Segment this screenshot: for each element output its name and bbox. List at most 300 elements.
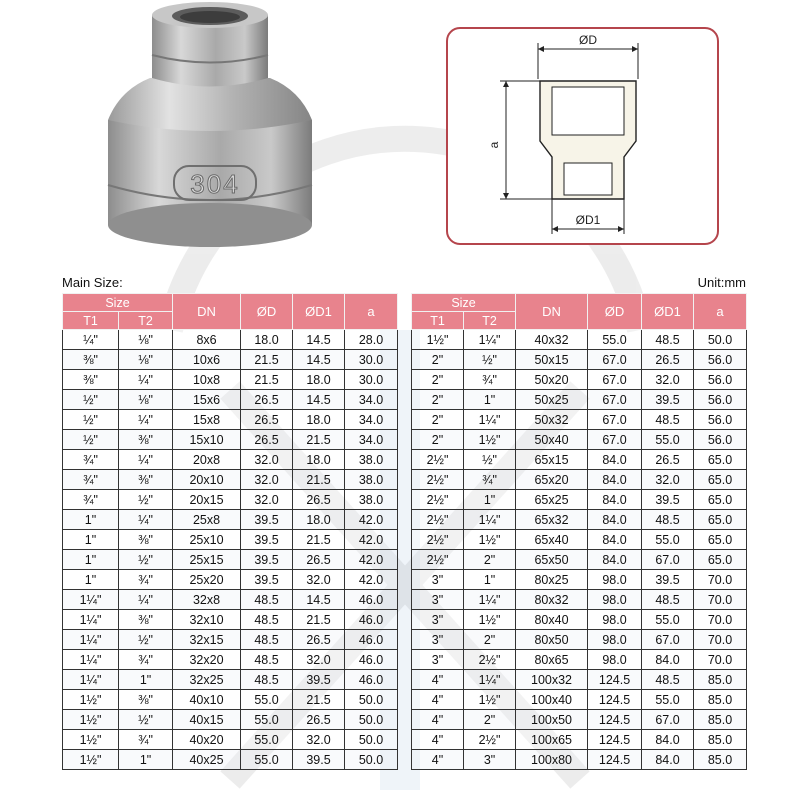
cell-d1: 14.5: [293, 590, 345, 610]
cell-t2: ¾": [464, 470, 516, 490]
cell-t1: 2½": [412, 450, 464, 470]
cell-t2: 3": [464, 750, 516, 770]
cell-t1: ⅜": [63, 350, 119, 370]
table-row: [63, 510, 398, 530]
cell-dn: 100x65: [516, 730, 588, 750]
cell-a: 38.0: [345, 450, 398, 470]
cell-t2: 1½": [464, 610, 516, 630]
cell-d: 67.0: [588, 370, 642, 390]
cell-t2: 2": [464, 550, 516, 570]
cell-a: 70.0: [694, 590, 747, 610]
cell-d1: 26.5: [293, 630, 345, 650]
cell-dn: 32x15: [173, 630, 241, 650]
cell-t1: 1¼": [63, 590, 119, 610]
table-row: [412, 690, 747, 710]
cell-dn: 100x80: [516, 750, 588, 770]
table-row: [63, 670, 398, 690]
table-row: [412, 590, 747, 610]
cell-t2: 1¼": [464, 670, 516, 690]
table-row: [63, 410, 398, 430]
cell-d: 98.0: [588, 610, 642, 630]
cell-t2: 1¼": [464, 510, 516, 530]
cell-d1: 48.5: [642, 590, 694, 610]
table-row: [412, 630, 747, 650]
cell-d1: 39.5: [642, 490, 694, 510]
cell-a: 56.0: [694, 430, 747, 450]
table-row: [63, 490, 398, 510]
cell-d: 55.0: [241, 730, 293, 750]
cell-d: 39.5: [241, 510, 293, 530]
cell-d: 48.5: [241, 650, 293, 670]
cell-d1: 39.5: [293, 750, 345, 770]
cell-a: 65.0: [694, 550, 747, 570]
cell-dn: 65x32: [516, 510, 588, 530]
table-row: [412, 670, 747, 690]
table-row: [412, 490, 747, 510]
cell-a: 42.0: [345, 510, 398, 530]
cell-d1: 14.5: [293, 350, 345, 370]
cell-d1: 26.5: [293, 710, 345, 730]
cell-d1: 39.5: [642, 390, 694, 410]
cell-t2: ¾": [119, 730, 173, 750]
cell-d: 98.0: [588, 650, 642, 670]
header-a: a: [345, 294, 398, 330]
cell-t2: 1½": [464, 430, 516, 450]
table-row: [63, 390, 398, 410]
cell-a: 56.0: [694, 370, 747, 390]
table-row: [63, 430, 398, 450]
table-row: [63, 350, 398, 370]
cell-dn: 65x20: [516, 470, 588, 490]
header-size: Size: [412, 294, 516, 312]
dim-d-label: ØD: [579, 33, 597, 47]
cell-t2: 2½": [464, 730, 516, 750]
cell-dn: 100x32: [516, 670, 588, 690]
cell-t1: 3": [412, 630, 464, 650]
table-row: [63, 450, 398, 470]
cell-dn: 40x10: [173, 690, 241, 710]
table-row: [63, 630, 398, 650]
cell-d1: 48.5: [642, 410, 694, 430]
cell-t1: 1½": [412, 330, 464, 350]
cell-d1: 26.5: [293, 550, 345, 570]
cell-t1: 1": [63, 550, 119, 570]
cell-d: 124.5: [588, 750, 642, 770]
cell-dn: 40x25: [173, 750, 241, 770]
cell-dn: 40x32: [516, 330, 588, 350]
table-row: [63, 370, 398, 390]
cell-t1: 1½": [63, 730, 119, 750]
cell-d1: 55.0: [642, 610, 694, 630]
cell-d: 124.5: [588, 670, 642, 690]
cell-a: 38.0: [345, 470, 398, 490]
cell-t1: 4": [412, 750, 464, 770]
cell-dn: 20x8: [173, 450, 241, 470]
cell-d1: 48.5: [642, 670, 694, 690]
cell-d: 48.5: [241, 670, 293, 690]
cell-d: 67.0: [588, 390, 642, 410]
cell-a: 65.0: [694, 510, 747, 530]
table-row: [63, 730, 398, 750]
cell-a: 46.0: [345, 650, 398, 670]
cell-t2: ⅛": [119, 350, 173, 370]
cell-d1: 26.5: [642, 350, 694, 370]
cell-d1: 67.0: [642, 630, 694, 650]
cell-a: 85.0: [694, 730, 747, 750]
cell-dn: 15x8: [173, 410, 241, 430]
header-d1: ØD1: [293, 294, 345, 330]
cell-t1: ⅜": [63, 370, 119, 390]
cell-d: 98.0: [588, 590, 642, 610]
cell-t2: ¼": [119, 590, 173, 610]
cell-t1: 1½": [63, 750, 119, 770]
cell-a: 65.0: [694, 470, 747, 490]
cell-t1: 1¼": [63, 610, 119, 630]
cell-t1: ½": [63, 410, 119, 430]
cell-d: 48.5: [241, 590, 293, 610]
cell-t1: 4": [412, 730, 464, 750]
cell-t1: 1¼": [63, 630, 119, 650]
cell-d1: 32.0: [642, 370, 694, 390]
cell-dn: 25x10: [173, 530, 241, 550]
cell-dn: 25x15: [173, 550, 241, 570]
header-size: Size: [63, 294, 173, 312]
cell-t1: 3": [412, 590, 464, 610]
cell-d: 55.0: [588, 330, 642, 350]
cell-t2: ⅛": [119, 330, 173, 350]
cell-dn: 80x50: [516, 630, 588, 650]
cell-dn: 32x20: [173, 650, 241, 670]
cell-d: 67.0: [588, 430, 642, 450]
cell-a: 42.0: [345, 530, 398, 550]
cell-t2: 1": [464, 390, 516, 410]
cell-dn: 100x50: [516, 710, 588, 730]
cell-dn: 65x25: [516, 490, 588, 510]
cell-t1: 2½": [412, 470, 464, 490]
cell-t1: 3": [412, 650, 464, 670]
cell-dn: 25x8: [173, 510, 241, 530]
cell-d: 124.5: [588, 690, 642, 710]
table-row: [412, 450, 747, 470]
cell-dn: 80x32: [516, 590, 588, 610]
cell-d: 18.0: [241, 330, 293, 350]
cell-a: 56.0: [694, 350, 747, 370]
cell-dn: 15x10: [173, 430, 241, 450]
cell-d1: 32.0: [293, 730, 345, 750]
cell-t2: ⅜": [119, 610, 173, 630]
cell-d1: 21.5: [293, 610, 345, 630]
cell-d: 39.5: [241, 530, 293, 550]
cell-t2: 1": [464, 490, 516, 510]
cell-a: 34.0: [345, 430, 398, 450]
cell-a: 34.0: [345, 390, 398, 410]
material-stamp: 304: [190, 169, 240, 199]
cell-dn: 50x25: [516, 390, 588, 410]
cell-t1: 4": [412, 690, 464, 710]
header-a: a: [694, 294, 747, 330]
cell-d1: 32.0: [293, 650, 345, 670]
cell-d: 67.0: [588, 350, 642, 370]
cell-d: 55.0: [241, 750, 293, 770]
cell-a: 70.0: [694, 650, 747, 670]
cell-d: 48.5: [241, 610, 293, 630]
header-d1: ØD1: [642, 294, 694, 330]
cell-a: 30.0: [345, 350, 398, 370]
table-row: [63, 590, 398, 610]
cell-a: 30.0: [345, 370, 398, 390]
cell-dn: 50x15: [516, 350, 588, 370]
unit-label: Unit:mm: [697, 275, 746, 290]
cell-a: 46.0: [345, 630, 398, 650]
cell-d: 48.5: [241, 630, 293, 650]
table-row: [63, 530, 398, 550]
cell-d1: 39.5: [293, 670, 345, 690]
cell-t2: 2½": [464, 650, 516, 670]
cell-t2: ¼": [119, 450, 173, 470]
cell-a: 46.0: [345, 610, 398, 630]
cell-d: 55.0: [241, 710, 293, 730]
table-row: [412, 550, 747, 570]
cell-dn: 65x15: [516, 450, 588, 470]
cell-d1: 55.0: [642, 530, 694, 550]
cell-d1: 48.5: [642, 330, 694, 350]
cell-t1: 1½": [63, 690, 119, 710]
cell-t1: ½": [63, 430, 119, 450]
cell-a: 50.0: [345, 750, 398, 770]
cell-t1: 2": [412, 410, 464, 430]
cell-d1: 14.5: [293, 390, 345, 410]
header-t2: T2: [119, 312, 173, 330]
cell-a: 50.0: [694, 330, 747, 350]
dimension-drawing: [446, 27, 719, 245]
cell-t1: 3": [412, 610, 464, 630]
cell-d: 84.0: [588, 450, 642, 470]
cell-dn: 10x6: [173, 350, 241, 370]
cell-d1: 67.0: [642, 550, 694, 570]
cell-t2: 2": [464, 710, 516, 730]
cell-dn: 80x25: [516, 570, 588, 590]
cell-t2: ⅜": [119, 530, 173, 550]
cell-t1: 1½": [63, 710, 119, 730]
cell-t1: ¾": [63, 450, 119, 470]
cell-t1: 2": [412, 350, 464, 370]
cell-t1: 4": [412, 710, 464, 730]
size-table-right: [411, 293, 747, 770]
cell-dn: 10x8: [173, 370, 241, 390]
cell-t1: ¾": [63, 490, 119, 510]
cell-t2: ¾": [119, 650, 173, 670]
table-row: [63, 470, 398, 490]
cell-a: 28.0: [345, 330, 398, 350]
table-row: [63, 650, 398, 670]
cell-dn: 32x8: [173, 590, 241, 610]
table-row: [412, 370, 747, 390]
cell-t2: ⅛": [119, 390, 173, 410]
cell-d: 39.5: [241, 550, 293, 570]
cell-d: 26.5: [241, 390, 293, 410]
cell-t2: 2": [464, 630, 516, 650]
cell-a: 85.0: [694, 710, 747, 730]
cell-t1: 1": [63, 510, 119, 530]
cell-t2: ½": [119, 630, 173, 650]
cell-dn: 32x25: [173, 670, 241, 690]
cell-t1: 2": [412, 390, 464, 410]
cell-d1: 14.5: [293, 330, 345, 350]
cell-a: 56.0: [694, 390, 747, 410]
cell-t2: ½": [119, 550, 173, 570]
cell-d1: 26.5: [293, 490, 345, 510]
cell-a: 65.0: [694, 530, 747, 550]
table-row: [412, 570, 747, 590]
header-dn: DN: [173, 294, 241, 330]
cell-t1: 2½": [412, 510, 464, 530]
cell-t1: 1": [63, 570, 119, 590]
header-d: ØD: [241, 294, 293, 330]
cell-t1: 2½": [412, 530, 464, 550]
table-row: [412, 330, 747, 350]
header-dn: DN: [516, 294, 588, 330]
cell-d: 124.5: [588, 730, 642, 750]
cell-t1: ¼": [63, 330, 119, 350]
cell-t1: 1¼": [63, 650, 119, 670]
cell-d1: 84.0: [642, 750, 694, 770]
cell-dn: 20x15: [173, 490, 241, 510]
cell-t2: 1¼": [464, 410, 516, 430]
cell-t2: ⅜": [119, 690, 173, 710]
cell-t2: ¼": [119, 370, 173, 390]
table-row: [412, 730, 747, 750]
table-row: [412, 470, 747, 490]
header-t1: T1: [63, 312, 119, 330]
cell-dn: 8x6: [173, 330, 241, 350]
cell-d: 84.0: [588, 510, 642, 530]
cell-dn: 100x40: [516, 690, 588, 710]
cell-t1: 2½": [412, 490, 464, 510]
product-photo: [80, 0, 340, 255]
cell-d: 84.0: [588, 490, 642, 510]
size-table-left: [62, 293, 398, 770]
cell-d: 32.0: [241, 470, 293, 490]
cell-t2: 1": [119, 750, 173, 770]
cell-d1: 18.0: [293, 370, 345, 390]
cell-d1: 32.0: [293, 570, 345, 590]
table-row: [412, 430, 747, 450]
cell-a: 42.0: [345, 570, 398, 590]
cell-t1: ½": [63, 390, 119, 410]
cell-t1: 2": [412, 430, 464, 450]
main-size-label: Main Size:: [62, 275, 123, 290]
cell-d: 26.5: [241, 430, 293, 450]
cell-a: 34.0: [345, 410, 398, 430]
cell-dn: 80x40: [516, 610, 588, 630]
cell-d1: 21.5: [293, 690, 345, 710]
cell-a: 85.0: [694, 750, 747, 770]
cell-d: 26.5: [241, 410, 293, 430]
cell-dn: 25x20: [173, 570, 241, 590]
dim-d1-label: ØD1: [575, 213, 601, 227]
cell-d1: 18.0: [293, 510, 345, 530]
cell-a: 50.0: [345, 730, 398, 750]
table-row: [63, 570, 398, 590]
cell-d: 55.0: [241, 690, 293, 710]
table-row: [63, 550, 398, 570]
cell-dn: 15x6: [173, 390, 241, 410]
table-row: [412, 510, 747, 530]
cell-d1: 32.0: [642, 470, 694, 490]
cell-d: 21.5: [241, 350, 293, 370]
cell-t1: 1": [63, 530, 119, 550]
cell-t1: 2": [412, 370, 464, 390]
cell-a: 70.0: [694, 610, 747, 630]
cell-d: 21.5: [241, 370, 293, 390]
table-row: [63, 610, 398, 630]
cell-a: 42.0: [345, 550, 398, 570]
cell-t2: ⅜": [119, 470, 173, 490]
cell-t1: 4": [412, 670, 464, 690]
cell-a: 50.0: [345, 710, 398, 730]
cell-t2: 1¼": [464, 330, 516, 350]
cell-a: 46.0: [345, 590, 398, 610]
cell-d1: 39.5: [642, 570, 694, 590]
table-row: [412, 610, 747, 630]
header-t1: T1: [412, 312, 464, 330]
cell-d: 98.0: [588, 630, 642, 650]
cell-a: 85.0: [694, 690, 747, 710]
cell-dn: 80x65: [516, 650, 588, 670]
cell-d1: 67.0: [642, 710, 694, 730]
cell-dn: 40x20: [173, 730, 241, 750]
cell-t2: ¼": [119, 410, 173, 430]
cell-d: 98.0: [588, 570, 642, 590]
cell-d1: 84.0: [642, 730, 694, 750]
cell-d1: 21.5: [293, 430, 345, 450]
cell-d: 32.0: [241, 450, 293, 470]
cell-d1: 18.0: [293, 410, 345, 430]
cell-a: 65.0: [694, 490, 747, 510]
cell-dn: 65x40: [516, 530, 588, 550]
cell-t2: 1½": [464, 690, 516, 710]
cell-d: 124.5: [588, 710, 642, 730]
cell-t1: 3": [412, 570, 464, 590]
cell-a: 70.0: [694, 570, 747, 590]
cell-d: 84.0: [588, 550, 642, 570]
cell-t2: ½": [119, 710, 173, 730]
cell-t2: ⅜": [119, 430, 173, 450]
cell-t2: 1½": [464, 530, 516, 550]
cell-a: 46.0: [345, 670, 398, 690]
cell-t2: ½": [464, 450, 516, 470]
cell-t1: 2½": [412, 550, 464, 570]
cell-dn: 50x20: [516, 370, 588, 390]
cell-d1: 21.5: [293, 530, 345, 550]
cell-d1: 55.0: [642, 430, 694, 450]
cell-dn: 40x15: [173, 710, 241, 730]
cell-a: 85.0: [694, 670, 747, 690]
header-t2: T2: [464, 312, 516, 330]
table-row: [412, 390, 747, 410]
table-row: [412, 350, 747, 370]
cell-t2: ½": [464, 350, 516, 370]
cell-d: 84.0: [588, 530, 642, 550]
cell-a: 38.0: [345, 490, 398, 510]
cell-a: 50.0: [345, 690, 398, 710]
dim-a-label: a: [487, 141, 501, 149]
table-row: [412, 750, 747, 770]
cell-t2: ¼": [119, 510, 173, 530]
cell-t2: ¾": [119, 570, 173, 590]
cell-t2: ½": [119, 490, 173, 510]
cell-a: 70.0: [694, 630, 747, 650]
